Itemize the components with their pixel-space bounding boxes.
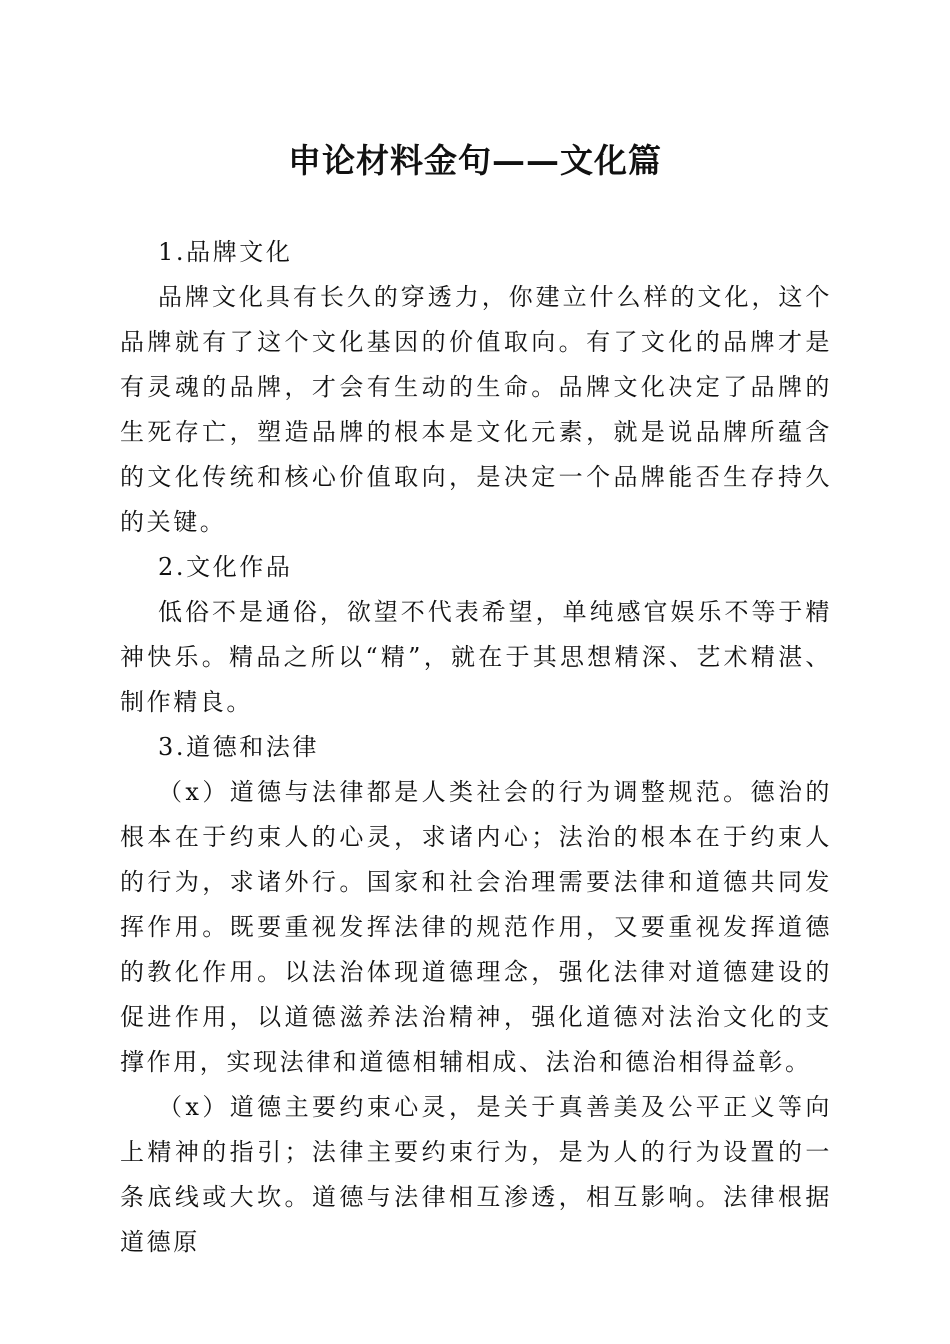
section-heading-brand-culture: 1.品牌文化 (158, 238, 293, 266)
paragraph-morality-law-2: （x）道德主要约束心灵，是关于真善美及公平正义等向上精神的指引；法律主要约束行为，是为人的行为设置的一条底线或大坎。道德与法律相互渗透，相互影响。法律根据道德原 (120, 1093, 832, 1256)
document-body (120, 230, 832, 1265)
page-title: 申论材料金句——文化篇 (288, 141, 662, 180)
paragraph-morality-law-1: （x）道德与法律都是人类社会的行为调整规范。德治的根本在于约束人的心灵，求诸内心；法治的根本在于约束人的行为，求诸外行。国家和社会治理需要法律和道德共同发挥作用。既要重视发挥法律的规范作用，又要重视发挥道德的教化作用。以法治体现道德理念，强化法律对道德建设的促进作用，以道德滋养法治精神，强化道德对法治文化的支撑作用，实现法律和道德相辅相成、法治和德治相得益彰。 (120, 778, 832, 1076)
section-heading-morality-law: 3.道德和法律 (158, 733, 320, 761)
section-heading-cultural-works: 2.文化作品 (158, 553, 293, 581)
paragraph-cultural-works: 低俗不是通俗，欲望不代表希望，单纯感官娱乐不等于精神快乐。精品之所以“精”，就在于其思想精深、艺术精湛、制作精良。 (120, 598, 832, 716)
paragraph-brand-culture: 品牌文化具有长久的穿透力，你建立什么样的文化，这个品牌就有了这个文化基因的价值取向。有了文化的品牌才是有灵魂的品牌，才会有生动的生命。品牌文化决定了品牌的生死存亡，塑造品牌的根本是文化元素，就是说品牌所蕴含的文化传统和核心价值取向，是决定一个品牌能否生存持久的关键。 (120, 283, 832, 536)
